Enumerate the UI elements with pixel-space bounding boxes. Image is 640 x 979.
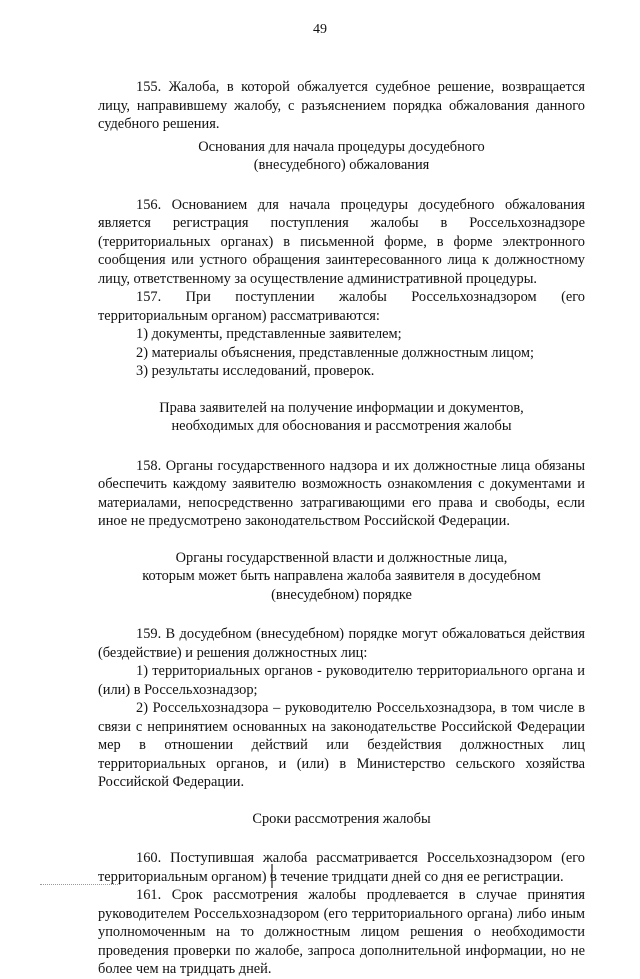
section-heading-rights: [98, 399, 585, 436]
paragraph-155: 155. Жалоба, в которой обжалуется судебное решение, возвращается лицу, направившему жалобу, с разъяснением порядка обжалования данного судебного решения.: [98, 79, 585, 132]
footer-rule: [40, 884, 120, 885]
heading-line: Сроки рассмотрения жалобы: [252, 810, 431, 827]
list-item: 1) территориальных органов - руководителю территориального органа и (или) в Россельхознадзор;: [98, 663, 585, 698]
heading-line: необходимых для обоснования и рассмотрения жалобы: [171, 418, 512, 434]
paragraph-161: 161. Срок рассмотрения жалобы продлевается в случае принятия руководителем Россельхознадзором (его территориального органа) либо иным уполномоченным на то должностным лицом решения о необходимости проведения проверки по жалобе, запроса дополнительной информации, но не более чем на тридцать дней.: [98, 887, 585, 977]
section-heading-deadlines: [98, 810, 585, 829]
heading-line: Органы государственной власти и должностные лица,: [175, 549, 508, 566]
list-item: 1) документы, представленные заявителем;: [136, 326, 402, 342]
list-item: 3) результаты исследований, проверок.: [136, 363, 375, 379]
paragraph-157: 157. При поступлении жалобы Россельхознадзором (его территориальным органом) рассматриваются:: [98, 289, 585, 324]
paragraph-160: 160. Поступившая жалоба рассматривается Россельхознадзором (его территориальным органом) в течение тридцати дней со дня ее регистрации.: [98, 850, 585, 885]
paragraph-159: 159. В досудебном (внесудебном) порядке могут обжаловаться действия (бездействие) и решения должностных лиц:: [98, 626, 585, 661]
document-body: [98, 78, 585, 979]
section-heading-grounds: [98, 138, 585, 175]
paragraph-158: 158. Органы государственного надзора и их должностные лица обязаны обеспечить каждому заявителю возможность ознакомления с документами и материалами, непосредственно затрагивающими его права и свободы, если иное не предусмотрено законодательством Российской Федерации.: [98, 457, 585, 529]
scan-mark-icon: [268, 862, 276, 890]
list-item: 2) материалы объяснения, представленные должностным лицом;: [136, 344, 535, 361]
heading-line: которым может быть направлена жалоба заявителя в досудебном: [142, 568, 541, 584]
heading-line: Права заявителей на получение информации и документов,: [159, 399, 524, 416]
paragraph-156: 156. Основанием для начала процедуры досудебного обжалования является регистрация поступления жалобы в Россельхознадзоре (территориальных органах) в письменной форме, в форме электронного сообщения или устного обращения заинтересованного лица к должностному лицу, ответственному за осуществление административной процедуры.: [98, 196, 585, 287]
heading-line: Основания для начала процедуры досудебного: [198, 138, 485, 155]
section-heading-authorities: [98, 549, 585, 605]
list-item: 2) Россельхознадзора – руководителю Россельхознадзора, в том числе в связи с непринятием основанных на законодательстве Российской Федерации мер в отношении действий или бездействия должностных лиц территориальных органов, и (или) в Министерство сельского хозяйства Российской Федерации.: [98, 700, 585, 790]
page-number: 49: [313, 22, 327, 37]
heading-line: (внесудебном) порядке: [271, 586, 412, 603]
heading-line: (внесудебного) обжалования: [253, 157, 430, 173]
